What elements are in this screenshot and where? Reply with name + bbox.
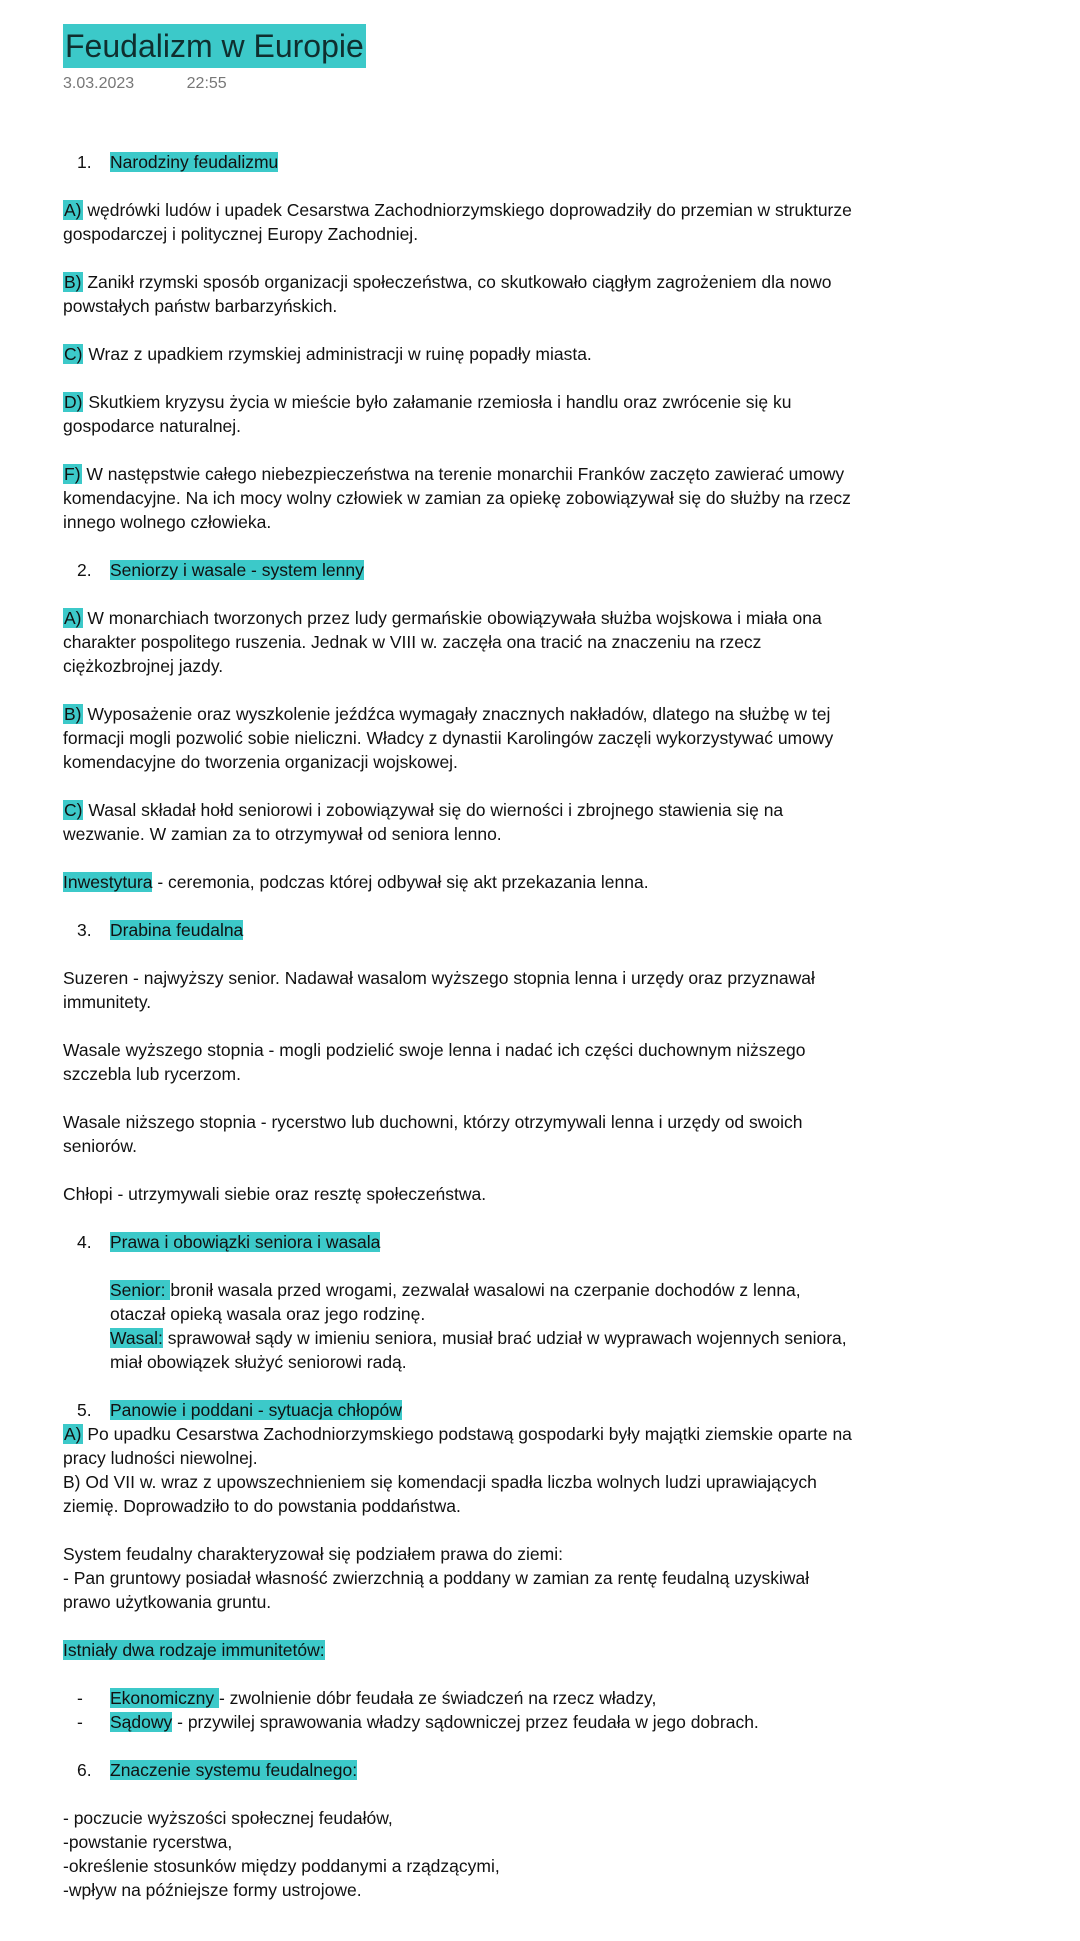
point-label: A) — [64, 200, 82, 220]
role-label: Wasal: — [110, 1328, 163, 1348]
paragraph: Wasale niższego stopnia - rycerstwo lub duchowni, którzy otrzymywali lenna i urzędy od swoich seniorów. — [63, 1112, 803, 1156]
point-label: B) — [64, 272, 82, 292]
page-title: Feudalizm w Europie — [63, 24, 366, 68]
section-number: 1. — [77, 152, 92, 172]
point-text: Wraz z upadkiem rzymskiej administracji w ruinę popadły miasta. — [83, 344, 592, 364]
list-item — [63, 1686, 853, 1710]
spacer — [63, 1734, 853, 1758]
term-label: Inwestytura — [63, 872, 153, 892]
point-text: wędrówki ludów i upadek Cesarstwa Zachodniorzymskiego doprowadziły do przemian w strukturze gospodarczej i politycznej Europy Zachodniej. — [63, 200, 852, 244]
section-number: 6. — [77, 1760, 92, 1780]
section-title: Prawa i obowiązki seniora i wasala — [110, 1232, 381, 1252]
subheading: Istniały dwa rodzaje immunitetów: — [63, 1640, 325, 1660]
point-text: Po upadku Cesarstwa Zachodniorzymskiego podstawą gospodarki były majątki ziemskie oparte na pracy ludności niewolnej. — [63, 1424, 852, 1468]
paragraph — [63, 1638, 853, 1662]
paragraph — [63, 270, 853, 318]
note-date: 3.03.2023 — [63, 75, 135, 92]
list-item: -określenie stosunków między poddanymi a rządzącymi, — [63, 1856, 500, 1876]
paragraph — [63, 1278, 853, 1326]
point-label: C) — [64, 344, 83, 364]
point-text: Skutkiem kryzysu życia w mieście było załamanie rzemiosła i handlu oraz zwrócenie się ku gospodarce naturalnej. — [63, 392, 792, 436]
item-label: Sądowy — [110, 1712, 173, 1732]
section-4-heading — [63, 1230, 853, 1254]
paragraph: Chłopi - utrzymywali siebie oraz resztę społeczeństwa. — [63, 1184, 487, 1204]
paragraph: - Pan gruntowy posiadał własność zwierzchnią a poddany w zamian za rentę feudalną uzyskiwał prawo użytkowania gruntu. — [63, 1568, 810, 1612]
note-content — [63, 150, 853, 1902]
paragraph: System feudalny charakteryzował się podziałem prawa do ziemi: — [63, 1544, 563, 1564]
section-title: Drabina feudalna — [110, 920, 244, 940]
point-text: Wyposażenie oraz wyszkolenie jeźdźca wymagały znacznych nakładów, dlatego na służbę w tej formacji mogli pozwolić sobie nieliczni. Władcy z dynastii Karolingów zaczęli wykorzystywać umowy komendacyjne do tworzenia organizacji wojskowej. — [63, 704, 834, 772]
note-meta — [63, 75, 227, 93]
list-item: -wpływ na późniejsze formy ustrojowe. — [63, 1880, 362, 1900]
paragraph — [63, 462, 853, 534]
paragraph: B) Od VII w. wraz z upowszechnieniem się komendacji spadła liczba wolnych ludzi uprawiających ziemię. Doprowadziło to do powstania poddaństwa. — [63, 1472, 817, 1516]
paragraph — [63, 798, 853, 846]
point-label: A) — [64, 1424, 82, 1444]
section-1-heading — [63, 150, 853, 174]
point-text: W następstwie całego niebezpieczeństwa na terenie monarchii Franków zaczęto zawierać umowy komendacyjne. Na ich mocy wolny człowiek w zamian za opiekę zobowiązywał się do służby na rzecz innego wolnego człowieka. — [63, 464, 851, 532]
point-label: B) — [64, 704, 82, 724]
term-text: - ceremonia, podczas której odbywał się akt przekazania lenna. — [152, 872, 649, 892]
paragraph — [63, 342, 853, 366]
paragraph: Suzeren - najwyższy senior. Nadawał wasalom wyższego stopnia lenna i urzędy oraz przyznawał immunitety. — [63, 968, 815, 1012]
dash-bullet: - — [77, 1688, 83, 1708]
paragraph — [63, 1326, 853, 1374]
list-item: - poczucie wyższości społecznej feudałów, — [63, 1808, 393, 1828]
list-item: -powstanie rycerstwa, — [63, 1832, 233, 1852]
point-text: Zanikł rzymski sposób organizacji społeczeństwa, co skutkowało ciągłym zagrożeniem dla nowo powstałych państw barbarzyńskich. — [63, 272, 832, 316]
section-title: Znaczenie systemu feudalnego: — [110, 1760, 358, 1780]
section-6-heading — [63, 1758, 853, 1782]
point-text: W monarchiach tworzonych przez ludy germańskie obowiązywała służba wojskowa i miała ona charakter pospolitego ruszenia. Jednak w VIII w. zaczęła ona tracić na znaczeniu na rzecz ciężkozbrojnej jazdy. — [63, 608, 822, 676]
section-number: 2. — [77, 560, 92, 580]
item-text: - przywilej sprawowania władzy sądowniczej przez feudała w jego dobrach. — [172, 1712, 759, 1732]
item-text: - zwolnienie dóbr feudała ze świadczeń na rzecz władzy, — [218, 1688, 657, 1708]
point-label: D) — [64, 392, 83, 412]
section-3-heading — [63, 918, 853, 942]
role-label: Senior: — [110, 1280, 171, 1300]
role-text: sprawował sądy w imieniu seniora, musiał brać udział w wyprawach wojennych seniora, miał obowiązek służyć seniorowi radą. — [110, 1328, 847, 1372]
section-5-heading — [63, 1398, 853, 1422]
paragraph — [63, 198, 853, 246]
paragraph: Wasale wyższego stopnia - mogli podzielić swoje lenna i nadać ich części duchownym niższego szczebla lub rycerzom. — [63, 1040, 806, 1084]
dash-bullet: - — [77, 1712, 83, 1732]
section-2-heading — [63, 558, 853, 582]
list-item — [63, 1710, 853, 1734]
section-number: 5. — [77, 1400, 92, 1420]
paragraph — [63, 870, 853, 894]
section-title: Panowie i poddani - sytuacja chłopów — [110, 1400, 402, 1420]
point-label: F) — [64, 464, 81, 484]
paragraph — [63, 702, 853, 774]
paragraph — [63, 1422, 853, 1470]
note-time: 22:55 — [186, 75, 227, 92]
section-title: Narodziny feudalizmu — [110, 152, 279, 172]
item-label: Ekonomiczny — [110, 1688, 219, 1708]
role-text: bronił wasala przed wrogami, zezwalał wasalowi na czerpanie dochodów z lenna, otaczał opieką wasala oraz jego rodzinę. — [110, 1280, 801, 1324]
point-text: Wasal składał hołd seniorowi i zobowiązywał się do wierności i zbrojnego stawienia się na wezwanie. W zamian za to otrzymywał od seniora lenno. — [63, 800, 784, 844]
section-number: 4. — [77, 1232, 92, 1252]
paragraph — [63, 390, 853, 438]
section-number: 3. — [77, 920, 92, 940]
paragraph — [63, 606, 853, 678]
point-label: C) — [64, 800, 83, 820]
section-title: Seniorzy i wasale - system lenny — [110, 560, 364, 580]
point-label: A) — [64, 608, 82, 628]
